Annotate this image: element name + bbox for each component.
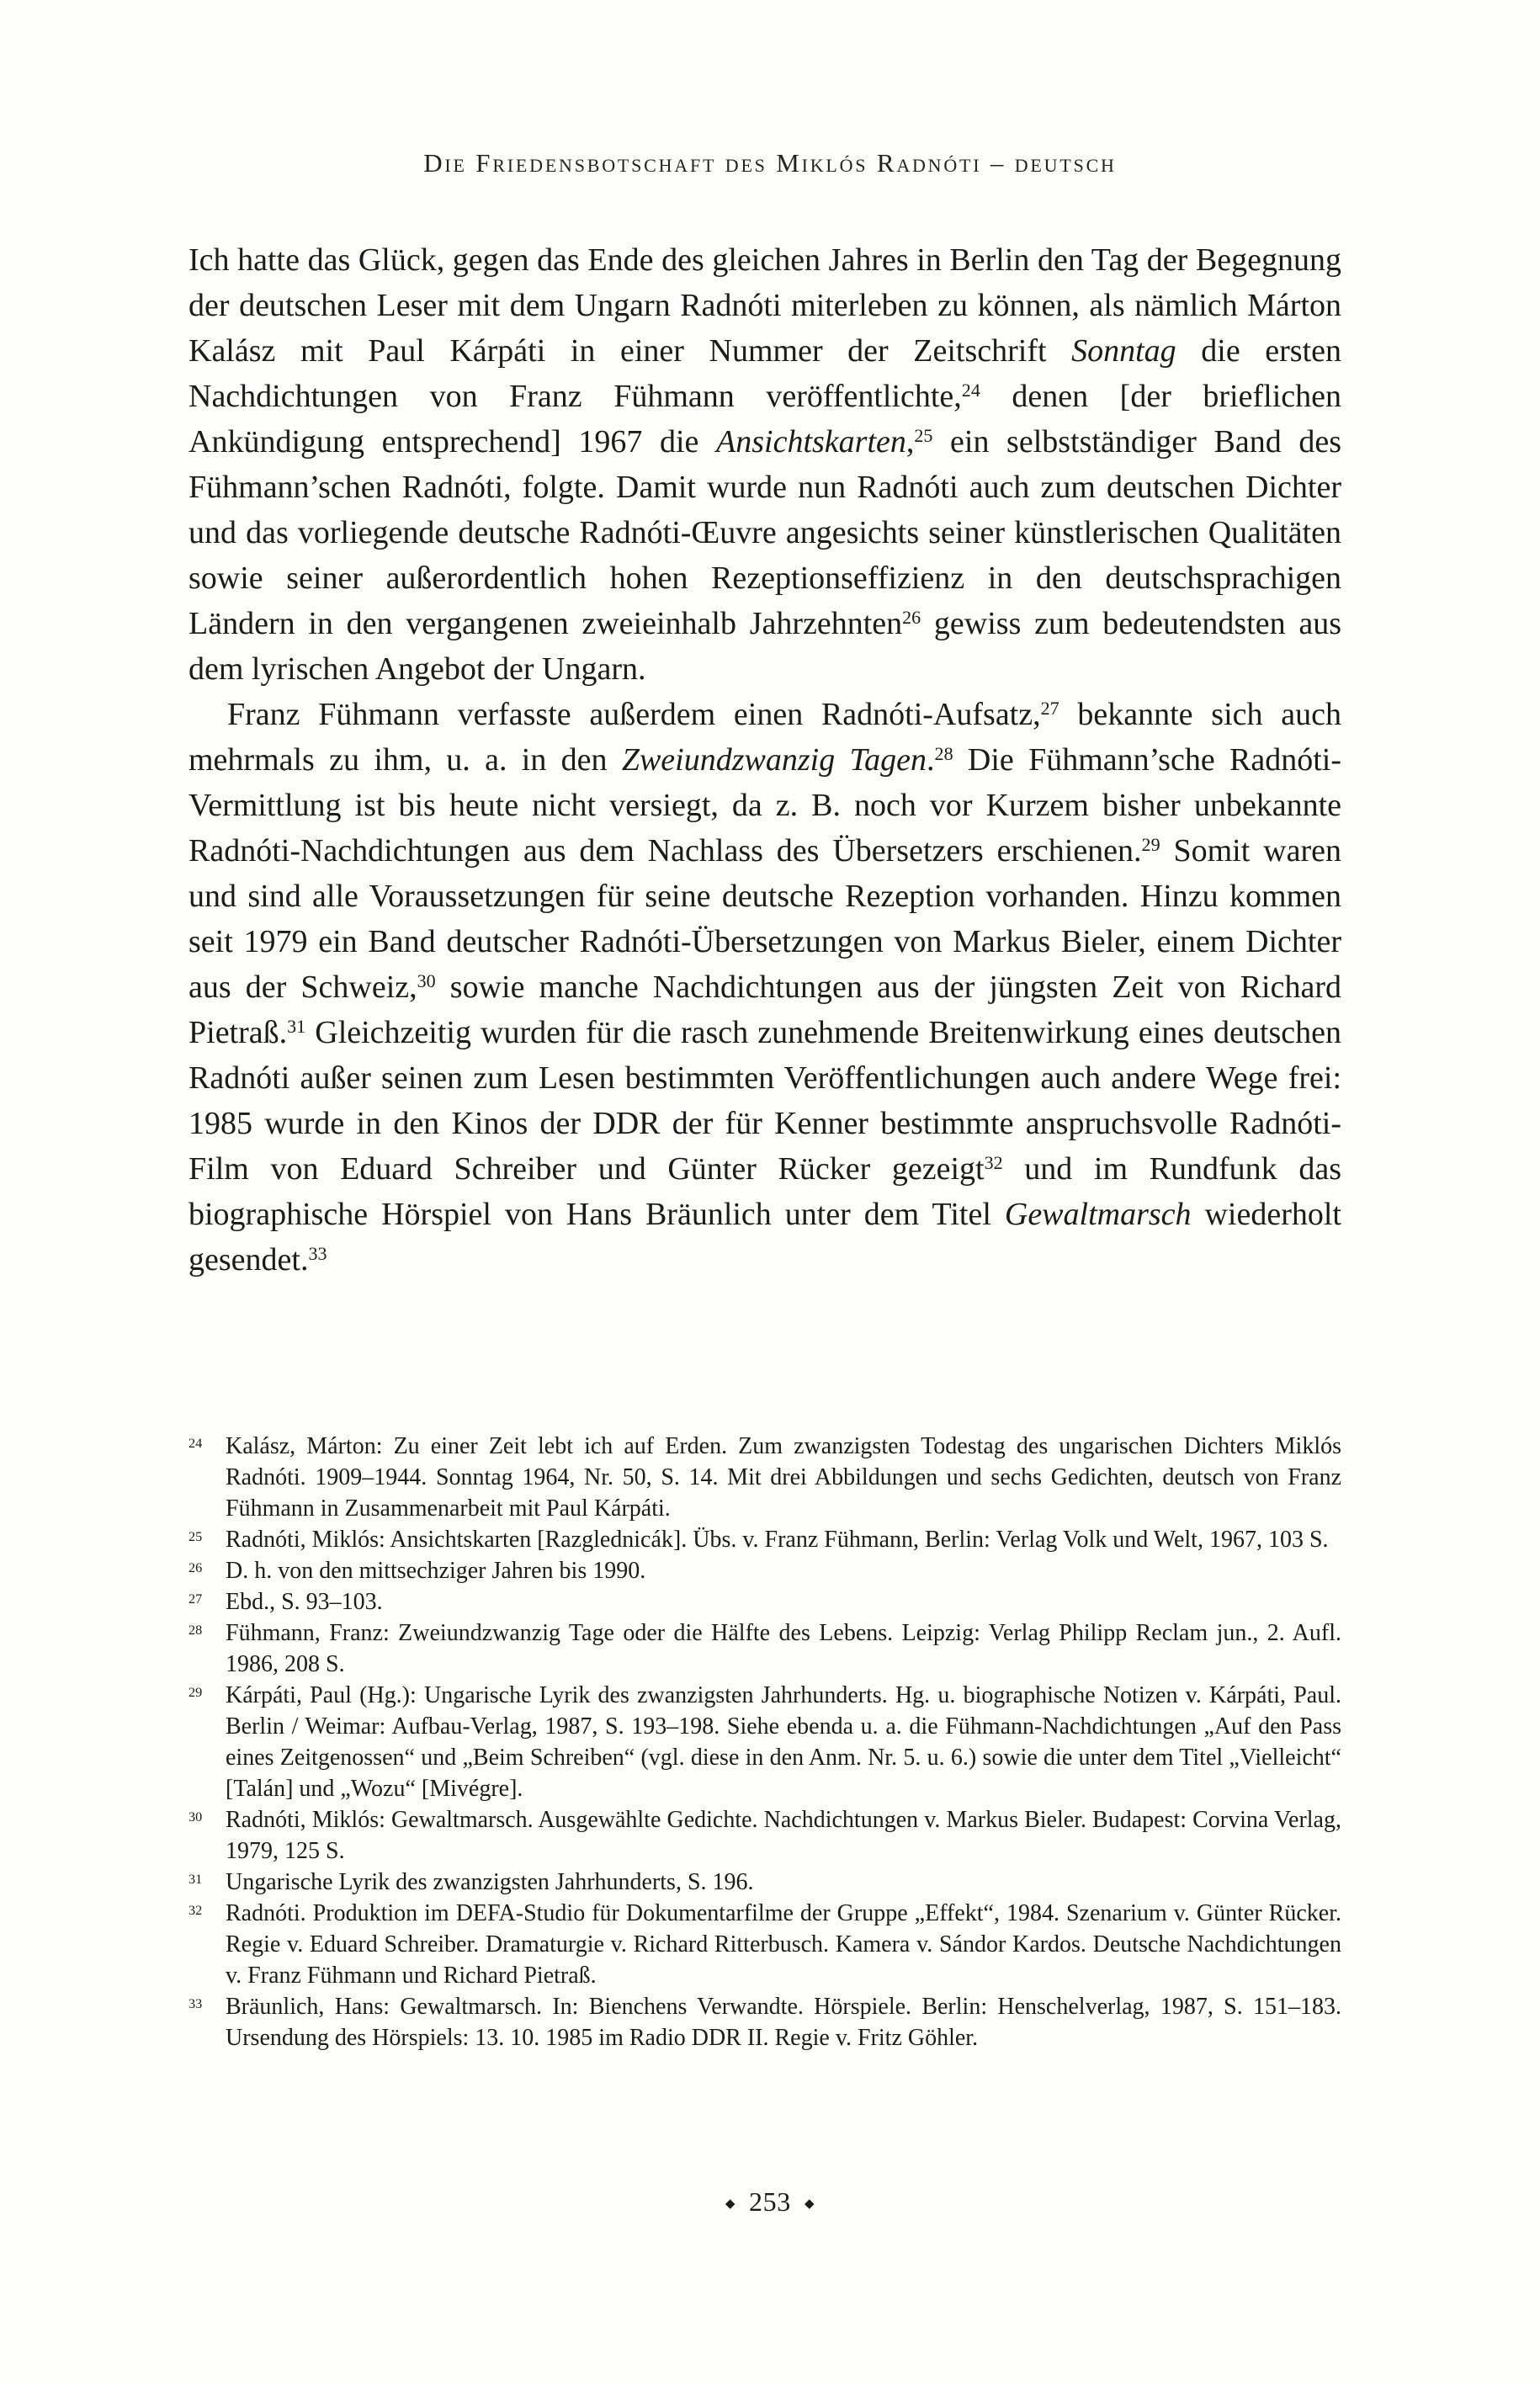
footnote-25: $^{25}$ Radnóti, Miklós: Ansichtskarten [Razglednicák]. Übs. v. Franz Fühmann, Berlin: Verlag Volk und Welt, 1967, 103 S. [189, 1527, 1329, 1553]
footnote-text: Kalász, Márton: Zu einer Zeit lebt ich auf Erden. Zum zwanzigsten Todestag des ungarischen Dichters Miklós Radnóti. 1909–1944. Sonntag 1964, Nr. 50, S. 14. Mit drei Abbildungen und sechs Gedichten, deutsch von Franz Fühmann in Zusammenarbeit mit Paul Kárpáti. [226, 1433, 1341, 1522]
page-ornament-right: ◆ [804, 2197, 815, 2212]
paragraph-2: Franz Fühmann verfasste außerdem einen Radnóti-Aufsatz,$^{27}$ bekannte sich auch mehrmals zu ihm, u. a. in den Zweiundzwanzig Tagen.$^{28}$ Die Fühmann’sche Radnóti-Vermittlung ist bis heute nicht versiegt, da z. B. noch vor Kurzem bisher unbekannte Radnóti-Nachdichtungen aus dem Nachlass des Übersetzers erschienen.$^{29}$ Somit waren und sind alle Voraussetzungen für seine deutsche Rezeption vorhanden. Hinzu kommen seit 1979 ein Band deutscher Radnóti-Übersetzungen von Markus Bieler, einem Dichter aus der Schweiz,$^{30}$ sowie manche Nachdichtungen aus der jüngsten Zeit von Richard Pietraß.$^{31}$ Gleichzeitig wurden für die rasch zunehmende Breitenwirkung eines deutschen Radnóti außer seinen zum Lesen bestimmten Veröffentlichungen auch andere Wege frei: 1985 wurde in den Kinos der DDR der für Kenner bestimmte anspruchsvolle Radnóti-Film von Eduard Schreiber und Günter Rücker gezeigt$^{32}$ und im Rundfunk das biographische Hörspiel von Hans Bräunlich unter dem Titel Gewaltmarsch wiederholt gesendet.$^{33}$ [189, 697, 1342, 1277]
page-number: 253 [749, 2186, 791, 2217]
footnote-text: D. h. von den mittsechziger Jahren bis 1990. [226, 1558, 646, 1584]
footnote-text: Radnóti, Miklós: Ansichtskarten [Razglednicák]. Übs. v. Franz Fühmann, Berlin: Verlag Volk und Welt, 1967, 103 S. [226, 1527, 1329, 1553]
running-header: Die Friedensbotschaft des Miklós Radnóti – deutsch [423, 148, 1117, 178]
footnote-text: Radnóti, Miklós: Gewaltmarsch. Ausgewählte Gedichte. Nachdichtungen v. Markus Bieler. Budapest: Corvina Verlag, 1979, 125 S. [226, 1807, 1341, 1864]
footnote-30: $^{30}$ Radnóti, Miklós: Gewaltmarsch. Ausgewählte Gedichte. Nachdichtungen v. Markus Bieler. Budapest: Corvina Verlag, 1979, 125 S. [189, 1807, 1341, 1864]
page-number-row [0, 2186, 1540, 2218]
footnotes-section [189, 1431, 1341, 2053]
footnote-text: Bräunlich, Hans: Gewaltmarsch. In: Bienchens Verwandte. Hörspiele. Berlin: Henschelverlag, 1987, S. 151–183. Ursendung des Hörspiels: 13. 10. 1985 im Radio DDR II. Regie v. Fritz Göhler. [226, 1994, 1341, 2051]
footnote-31: $^{31}$ Ungarische Lyrik des zwanzigsten Jahrhunderts, S. 196. [189, 1869, 754, 1895]
footnote-32: $^{32}$ Radnóti. Produktion im DEFA-Studio für Dokumentarfilme der Gruppe „Effekt“, 1984. Szenarium v. Günter Rücker. Regie v. Eduard Schreiber. Dramaturgie v. Richard Ritterbusch. Kamera v. Sándor Kardos. Deutsche Nachdichtungen v. Franz Fühmann und Richard Pietraß. [189, 1900, 1341, 1989]
page-ornament-left: ◆ [725, 2197, 736, 2212]
footnote-28: $^{28}$ Fühmann, Franz: Zweiundzwanzig Tage oder die Hälfte des Lebens. Leipzig: Verlag Philipp Reclam jun., 2. Aufl. 1986, 208 S. [189, 1620, 1341, 1677]
footnote-27: $^{27}$ Ebd., S. 93–103. [189, 1589, 383, 1615]
footnote-26: $^{26}$ D. h. von den mittsechziger Jahren bis 1990. [189, 1558, 646, 1584]
footnote-text: Radnóti. Produktion im DEFA-Studio für Dokumentarfilme der Gruppe „Effekt“, 1984. Szenarium v. Günter Rücker. Regie v. Eduard Schreiber. Dramaturgie v. Richard Ritterbusch. Kamera v. Sándor Kardos. Deutsche Nachdichtungen v. Franz Fühmann und Richard Pietraß. [226, 1900, 1341, 1989]
main-text [189, 237, 1341, 1283]
footnote-text: Ungarische Lyrik des zwanzigsten Jahrhunderts, S. 196. [226, 1869, 754, 1895]
footnote-24: $^{24}$ Kalász, Márton: Zu einer Zeit lebt ich auf Erden. Zum zwanzigsten Todestag des ungarischen Dichters Miklós Radnóti. 1909–1944. Sonntag 1964, Nr. 50, S. 14. Mit drei Abbildungen und sechs Gedichten, deutsch von Franz Fühmann in Zusammenarbeit mit Paul Kárpáti. [189, 1433, 1341, 1522]
footnote-29: $^{29}$ Kárpáti, Paul (Hg.): Ungarische Lyrik des zwanzigsten Jahrhunderts. Hg. u. biographische Notizen v. Kárpáti, Paul. Berlin / Weimar: Aufbau-Verlag, 1987, S. 193–198. Siehe ebenda u. a. die Fühmann-Nachdichtungen „Auf den Pass eines Zeitgenossen“ und „Beim Schreiben“ (vgl. diese in den Anm. Nr. 5. u. 6.) sowie die unter dem Titel „Vielleicht“ [Talán] und „Wozu“ [Mivégre]. [189, 1682, 1341, 1802]
footnote-text: Fühmann, Franz: Zweiundzwanzig Tage oder die Hälfte des Lebens. Leipzig: Verlag Philipp Reclam jun., 2. Aufl. 1986, 208 S. [226, 1620, 1341, 1677]
footnote-text: Ebd., S. 93–103. [226, 1589, 383, 1615]
paragraph-1: Ich hatte das Glück, gegen das Ende des gleichen Jahres in Berlin den Tag der Begegnung der deutschen Leser mit dem Ungarn Radnóti miterleben zu können, als nämlich Márton Kalász mit Paul Kárpáti in einer Nummer der Zeitschrift Sonntag die ersten Nachdichtungen von Franz Fühmann veröffentlichte,$^{24}$ denen [der brieflichen Ankündigung entsprechend] 1967 die Ansichtskarten,$^{25}$ ein selbstständiger Band des Fühmann’schen Radnóti, folgte. Damit wurde nun Radnóti auch zum deutschen Dichter und das vorliegende deutsche Radnóti-Œuvre angesichts seiner künstlerischen Qualitäten sowie seiner außerordentlich hohen Rezeptionseffizienz in den deutschsprachigen Ländern in den vergangenen zweieinhalb Jahrzehnten$^{26}$ gewiss zum bedeutendsten aus dem lyrischen Angebot der Ungarn. [189, 242, 1342, 687]
footnote-33: $^{33}$ Bräunlich, Hans: Gewaltmarsch. In: Bienchens Verwandte. Hörspiele. Berlin: Henschelverlag, 1987, S. 151–183. Ursendung des Hörspiels: 13. 10. 1985 im Radio DDR II. Regie v. Fritz Göhler. [189, 1994, 1341, 2051]
footnote-text: Kárpáti, Paul (Hg.): Ungarische Lyrik des zwanzigsten Jahrhunderts. Hg. u. biographische Notizen v. Kárpáti, Paul. Berlin / Weimar: Aufbau-Verlag, 1987, S. 193–198. Siehe ebenda u. a. die Fühmann-Nachdichtungen „Auf den Pass eines Zeitgenossen“ und „Beim Schreiben“ (vgl. diese in den Anm. Nr. 5. u. 6.) sowie die unter dem Titel „Vielleicht“ [Talán] und „Wozu“ [Mivégre]. [226, 1682, 1341, 1802]
